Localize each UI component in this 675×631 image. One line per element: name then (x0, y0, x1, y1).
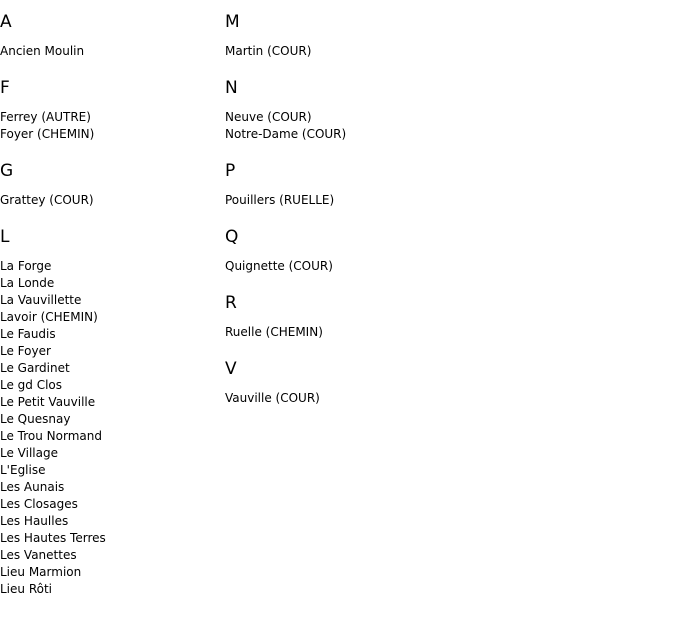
letter-heading: A (0, 12, 12, 32)
letter-heading: R (225, 293, 237, 313)
street-list (0, 258, 220, 598)
street-link[interactable]: La Londe (0, 276, 55, 290)
street-link[interactable]: Le gd Clos (0, 378, 63, 392)
letter-group-q (225, 226, 445, 275)
letter-heading: M (225, 12, 240, 32)
street-link[interactable]: Les Aunais (0, 480, 65, 494)
street-link[interactable]: Lavoir (CHEMIN) (0, 310, 98, 324)
letter-group-l (0, 226, 220, 598)
letter-group-f (0, 77, 220, 143)
street-link[interactable]: Le Trou Normand (0, 429, 102, 443)
street-list (0, 43, 220, 60)
street-link[interactable]: Grattey (COUR) (0, 193, 94, 207)
street-link[interactable]: Le Gardinet (0, 361, 70, 375)
street-list (0, 109, 220, 143)
letter-group-p (225, 160, 445, 209)
street-link[interactable]: Lieu Marmion (0, 565, 82, 579)
street-link[interactable]: Vauville (COUR) (225, 391, 320, 405)
street-link[interactable]: Le Village (0, 446, 58, 460)
letter-group-m (225, 11, 445, 60)
street-list (0, 192, 220, 209)
street-list (225, 192, 445, 209)
letter-heading: F (0, 78, 10, 98)
street-link[interactable]: Lieu Rôti (0, 582, 53, 596)
index-column-right (225, 11, 445, 424)
letter-group-n (225, 77, 445, 143)
street-link[interactable]: L'Eglise (0, 463, 46, 477)
street-link[interactable]: Ruelle (CHEMIN) (225, 325, 323, 339)
street-link[interactable]: La Forge (0, 259, 52, 273)
index-column-left (0, 11, 220, 615)
street-link[interactable]: Foyer (CHEMIN) (0, 127, 95, 141)
street-link[interactable]: Pouillers (RUELLE) (225, 193, 335, 207)
street-link[interactable]: Martin (COUR) (225, 44, 312, 58)
street-link[interactable]: Quignette (COUR) (225, 259, 333, 273)
street-link[interactable]: Les Vanettes (0, 548, 77, 562)
letter-heading: V (225, 359, 237, 379)
letter-heading: L (0, 227, 10, 247)
street-link[interactable]: La Vauvillette (0, 293, 82, 307)
street-link[interactable]: Neuve (COUR) (225, 110, 312, 124)
street-link[interactable]: Ferrey (AUTRE) (0, 110, 91, 124)
street-link[interactable]: Les Hautes Terres (0, 531, 106, 545)
street-link[interactable]: Le Foyer (0, 344, 51, 358)
street-link[interactable]: Les Haulles (0, 514, 69, 528)
street-list (225, 258, 445, 275)
letter-heading: G (0, 161, 14, 181)
letter-group-r (225, 292, 445, 341)
street-list (225, 390, 445, 407)
street-link[interactable]: Le Petit Vauville (0, 395, 96, 409)
letter-group-v (225, 358, 445, 407)
street-link[interactable]: Notre-Dame (COUR) (225, 127, 347, 141)
street-link[interactable]: Le Faudis (0, 327, 56, 341)
street-list (225, 109, 445, 143)
street-list (225, 324, 445, 341)
letter-heading: P (225, 161, 236, 181)
street-link[interactable]: Ancien Moulin (0, 44, 85, 58)
street-link[interactable]: Le Quesnay (0, 412, 71, 426)
street-list (225, 43, 445, 60)
street-link[interactable]: Les Closages (0, 497, 78, 511)
letter-heading: Q (225, 227, 239, 247)
letter-group-g (0, 160, 220, 209)
letter-heading: N (225, 78, 238, 98)
letter-group-a (0, 11, 220, 60)
